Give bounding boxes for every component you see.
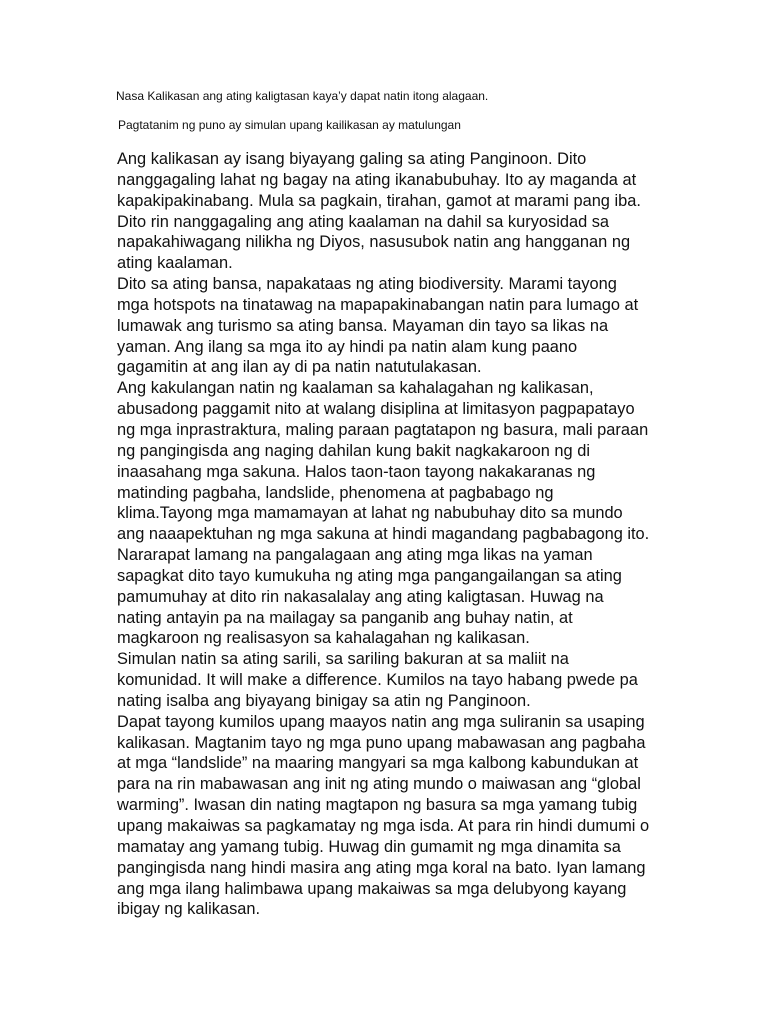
body-line: para na rin mabawasan ang init ng ating mundo o maiwasan ang “global (117, 775, 641, 794)
body-line: klima.Tayong mga mamamayan at lahat ng nabubuhay dito sa mundo (117, 504, 623, 523)
body-line: pangingisda nang hindi masira ang ating mga koral na bato. Iyan lamang (117, 858, 646, 877)
body-line: Dito rin nanggagaling ang ating kaalaman na dahil sa kuryosidad sa (117, 212, 610, 231)
body-line: kapakipakinabang. Mula sa pagkain, tirahan, gamot at marami pang iba. (117, 191, 641, 210)
body-line: Nararapat lamang na pangalagaan ang ating mga likas na yaman (117, 546, 593, 565)
body-line: gagamitin at ang ilan ay di pa natin natutulakasan. (117, 358, 482, 377)
body-line: Dapat tayong kumilos upang maayos natin ang mga suliranin sa usaping (117, 712, 645, 731)
slogan-line-1: Nasa Kalikasan ang ating kaligtasan kaya’y dapat natin itong alagaan. (116, 89, 489, 103)
body-line: nanggagaling lahat ng bagay na ating ikanabubuhay. Ito ay maganda at (117, 170, 637, 189)
body-line: nating isalba ang biyayang binigay sa atin ng Panginoon. (117, 691, 531, 710)
body-line: inaasahang mga sakuna. Halos taon-taon tayong nakakaranas ng (117, 462, 596, 481)
body-line: magkaroon ng realisasyon sa kahalagahan ng kalikasan. (117, 629, 530, 648)
body-line: ibigay ng kalikasan. (117, 900, 261, 919)
body-line: mamatay ang yamang tubig. Huwag din gumamit ng mga dinamita sa (117, 837, 621, 856)
body-line: ang naaapektuhan ng mga sakuna at hindi magandang pagbabagong ito. (117, 525, 650, 544)
body-line: warming”. Iwasan din nating magtapon ng basura sa mga yamang tubig (117, 796, 638, 815)
essay-body (117, 149, 662, 920)
body-line: at mga “landslide” na maaring mangyari sa mga kalbong kabundukan at (117, 754, 639, 773)
body-line: yaman. Ang ilang sa mga ito ay hindi pa natin alam kung paano (117, 337, 578, 356)
body-line: napakahiwagang nilikha ng Diyos, nasusubok natin ang hangganan ng (117, 233, 631, 252)
body-line: Dito sa ating bansa, napakataas ng ating biodiversity. Marami tayong (117, 275, 617, 294)
body-line: Simulan natin sa ating sarili, sa sariling bakuran at sa maliit na (117, 650, 569, 669)
body-line: pamumuhay at dito rin nakasalalay ang ating kaligtasan. Huwag na (117, 587, 604, 606)
body-line: upang makaiwas sa pagkamatay ng mga isda. At para rin hindi dumumi o (117, 817, 650, 835)
body-line: ng mga inprastraktura, maling paraan pagtatapon ng basura, mali paraan (117, 420, 649, 439)
body-line: Ang kakulangan natin ng kaalaman sa kahalagahan ng kalikasan, (117, 379, 594, 398)
body-line: ng pangingisda ang naging dahilan kung bakit nagkakaroon ng di (117, 441, 590, 460)
body-line: nating antayin pa na mailagay sa panganib ang buhay natin, at (117, 608, 573, 627)
slogan-line-2: Pagtatanim ng puno ay simulan upang kailikasan ay matulungan (118, 118, 461, 132)
body-line: kalikasan. Magtanim tayo ng mga puno upang mabawasan ang pagbaha (117, 733, 646, 752)
body-line: ang mga ilang halimbawa upang makaiwas sa mga delubyong kayang (117, 879, 627, 898)
body-line: Ang kalikasan ay isang biyayang galing sa ating Panginoon. Dito (117, 150, 587, 168)
body-line: sapagkat dito tayo kumukuha ng ating mga pangangailangan sa ating (117, 566, 622, 585)
body-line: matinding pagbaha, landslide, phenomena at pagbabago ng (117, 483, 554, 502)
body-line: ating kaalaman. (117, 254, 233, 273)
body-line: lumawak ang turismo sa ating bansa. Mayaman din tayo sa likas na (117, 316, 609, 335)
body-line: mga hotspots na tinatawag na mapapakinabangan natin para lumago at (117, 295, 639, 314)
body-line: abusadong paggamit nito at walang disiplina at limitasyon pagpapatayo (117, 400, 635, 419)
body-line: komunidad. It will make a difference. Kumilos na tayo habang pwede pa (117, 671, 638, 690)
